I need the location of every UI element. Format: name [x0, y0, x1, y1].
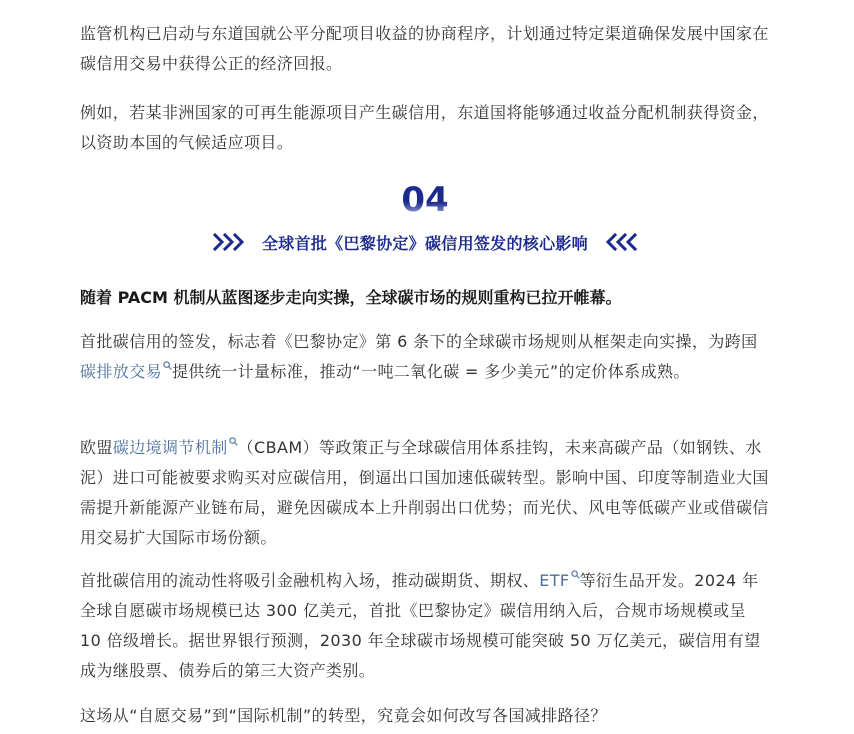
keyword-link-label: 碳排放交易: [80, 362, 163, 381]
keyword-link-etf[interactable]: [539, 571, 579, 590]
paragraph-4-text-b: （CBAM）等政策正与全球碳信用体系挂钩，未来高碳产品（如钢铁、水泥）进口可能被要求购买对应碳信用，倒逼出口国加速低碳转型。影响中国、印度等制造业大国需提升新能源产业链布局，避免因碳成本上升削弱出口优势；而光伏、风电等低碳产业或借碳信用交易扩大国际市场份额。: [80, 438, 769, 547]
paragraph-4-text-a: 欧盟: [80, 438, 113, 457]
section-title: 全球首批《巴黎协定》碳信用签发的核心影响: [261, 233, 588, 253]
keyword-link-label: ETF: [539, 571, 570, 590]
search-icon: [571, 570, 580, 579]
paragraph-1: 监管机构已启动与东道国就公平分配项目收益的协商程序，计划通过特定渠道确保发展中国家在碳信用交易中获得公正的经济回报。: [80, 24, 769, 73]
paragraph-4: [80, 433, 770, 553]
keyword-link-cbam[interactable]: [113, 438, 238, 457]
paragraph-5-text-b: 等衍生品开发。2024 年全球自愿碳市场规模已达 300 亿美元，首批《巴黎协定》碳信用纳入后，合规市场规模或呈 10 倍级增长。据世界银行预测，2030 年全球碳市场规模可能突破 50 万亿美元，碳信用有望成为继股票、债券后的第三大资产类别。: [80, 571, 761, 680]
triple-chevron-right-icon: [212, 230, 248, 254]
keyword-link-carbon-trading[interactable]: [80, 362, 172, 381]
triple-chevron-left-icon: [602, 230, 638, 254]
paragraph-5-text-a: 首批碳信用的流动性将吸引金融机构入场，推动碳期货、期权、: [80, 571, 540, 590]
search-icon: [163, 361, 172, 370]
keyword-link-label: 碳边境调节机制: [112, 438, 228, 457]
section-number: 04: [80, 180, 770, 220]
paragraph-6: 这场从“自愿交易”到“国际机制”的转型，究竟会如何改写各国减排路径？: [80, 706, 607, 725]
paragraph-3: [80, 327, 770, 387]
section-header: [80, 227, 770, 257]
paragraph-2: 例如，若某非洲国家的可再生能源项目产生碳信用，东道国将能够通过收益分配机制获得资金，以资助本国的气候适应项目。: [80, 103, 769, 152]
paragraph-5: [80, 566, 770, 686]
paragraph-3-text-b: 提供统一计量标准，推动“一吨二氧化碳 = 多少美元”的定价体系成熟。: [172, 362, 690, 381]
lead-paragraph: 随着 PACM 机制从蓝图逐步走向实操，全球碳市场的规则重构已拉开帷幕。: [80, 288, 622, 307]
paragraph-3-text-a: 首批碳信用的签发，标志着《巴黎协定》第 6 条下的全球碳市场规则从框架走向实操，为跨国: [80, 332, 758, 351]
search-icon: [229, 437, 238, 446]
